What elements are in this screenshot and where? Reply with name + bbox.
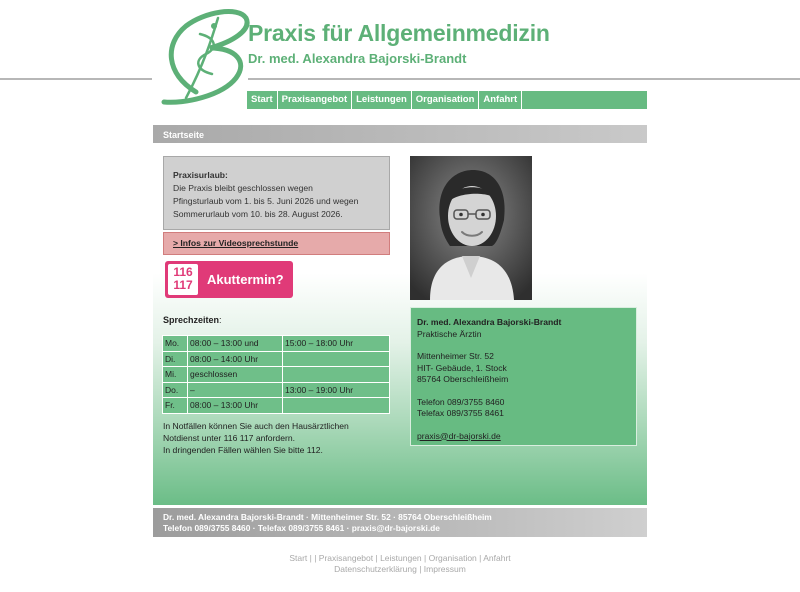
emergency-line: Notdienst unter 116 117 anfordern. (163, 433, 296, 443)
hours-afternoon (283, 398, 390, 414)
hours-morning: 08:00 – 13:00 und (188, 336, 283, 352)
footer-bar (153, 508, 647, 537)
header-divider-line (0, 78, 800, 80)
contact-email-link[interactable]: praxis@dr-bajorski.de (417, 430, 501, 441)
hours-morning: 08:00 – 13:00 Uhr (188, 398, 283, 414)
nav-item-anfahrt[interactable]: Anfahrt (479, 91, 522, 109)
video-consultation-box (163, 232, 390, 255)
notice-line: Pfingsturlaub vom 1. bis 5. Juni 2026 und wegen (173, 196, 359, 206)
footer-link-impressum[interactable]: Impressum (423, 563, 466, 574)
site-title: Praxis für Allgemeinmedizin (248, 20, 550, 46)
hours-day: Mi. (163, 367, 188, 383)
vacation-notice (163, 156, 390, 230)
acute-appointment-button[interactable] (165, 261, 293, 298)
contact-city: 85764 Oberschleißheim (417, 374, 509, 384)
contact-street: Mittenheimer Str. 52 (417, 351, 494, 361)
site-subtitle: Dr. med. Alexandra Bajorski-Brandt (248, 51, 467, 66)
footer-link-praxisangebot[interactable]: Praxisangebot (318, 553, 374, 563)
main-nav (247, 91, 647, 109)
hours-heading (163, 315, 222, 325)
contact-role: Praktische Ärztin (417, 328, 482, 339)
link-separator: | (416, 563, 424, 574)
nav-item-praxisangebot[interactable]: Praxisangebot (278, 91, 352, 109)
emergency-line: In dringenden Fällen wählen Sie bitte 112. (163, 445, 323, 455)
footer-link-leistungen[interactable]: Leistungen (380, 553, 422, 563)
link-separator: | | (307, 553, 319, 563)
footer-link-start[interactable]: Start (289, 553, 308, 563)
link-separator: | (421, 553, 429, 563)
table-row (163, 367, 390, 383)
caduceus-logo-icon[interactable] (156, 4, 252, 108)
acute-appointment-label: Akuttermin? (207, 272, 284, 287)
hours-day: Di. (163, 351, 188, 367)
link-separator: | (476, 553, 484, 563)
hours-day: Do. (163, 382, 188, 398)
notice-line: Die Praxis bleibt geschlossen wegen (173, 183, 313, 193)
hours-heading-colon: : (219, 315, 222, 325)
nav-item-start[interactable]: Start (247, 91, 278, 109)
contact-fax: Telefax 089/3755 8461 (417, 408, 504, 418)
hours-afternoon: 15:00 – 18:00 Uhr (283, 336, 390, 352)
video-consultation-link[interactable]: > Infos zur Videosprechstunde (173, 238, 299, 248)
hours-morning: geschlossen (188, 367, 283, 383)
table-row (163, 398, 390, 414)
footer-link-anfahrt[interactable]: Anfahrt (483, 553, 511, 563)
hours-heading-text: Sprechzeiten (163, 315, 220, 325)
logo-number-top: 116 (173, 265, 193, 279)
notice-line: Sommerurlaub vom 10. bis 28. August 2026. (173, 209, 343, 219)
footer-link-organisation[interactable]: Organisation (428, 553, 477, 563)
doctor-photo (410, 156, 532, 300)
bottom-links-row-2 (0, 564, 800, 575)
hours-afternoon (283, 367, 390, 383)
hours-afternoon (283, 351, 390, 367)
table-row (163, 351, 390, 367)
link-separator: | (373, 553, 381, 563)
nav-item-organisation[interactable]: Organisation (412, 91, 480, 109)
contact-phone: Telefon 089/3755 8460 (417, 396, 505, 407)
nav-item-leistungen[interactable]: Leistungen (352, 91, 412, 109)
hours-morning: 08:00 – 14:00 Uhr (188, 351, 283, 367)
bottom-links (0, 553, 800, 574)
bottom-links-row-1 (0, 553, 800, 564)
breadcrumb (153, 125, 647, 143)
hours-afternoon: 13:00 – 19:00 Uhr (283, 382, 390, 398)
emergency-info (163, 420, 393, 456)
contact-building: HIT- Gebäude, 1. Stock (417, 362, 507, 373)
emergency-line: In Notfällen können Sie auch den Hausärztlichen (163, 421, 349, 431)
table-row (163, 336, 390, 352)
breadcrumb-label: Startseite (163, 130, 205, 140)
notice-title: Praxisurlaub: (173, 170, 228, 180)
table-row (163, 382, 390, 398)
hours-day: Fr. (163, 398, 188, 414)
hours-day: Mo. (163, 336, 188, 352)
logo-number-bottom: 117 (173, 278, 193, 292)
footer-address: Dr. med. Alexandra Bajorski-Brandt · Mittenheimer Str. 52 · 85764 Oberschleißheim (163, 512, 492, 522)
contact-name: Dr. med. Alexandra Bajorski-Brandt (417, 317, 562, 327)
footer-link-datenschutz[interactable]: Datenschutzerklärung (334, 563, 417, 574)
116117-logo-icon (168, 264, 198, 295)
contact-box (410, 307, 637, 446)
office-hours-table (162, 335, 390, 414)
footer-contact: Telefon 089/3755 8460 · Telefax 089/3755 8461 · praxis@dr-bajorski.de (163, 522, 440, 533)
hours-morning: – (188, 382, 283, 398)
